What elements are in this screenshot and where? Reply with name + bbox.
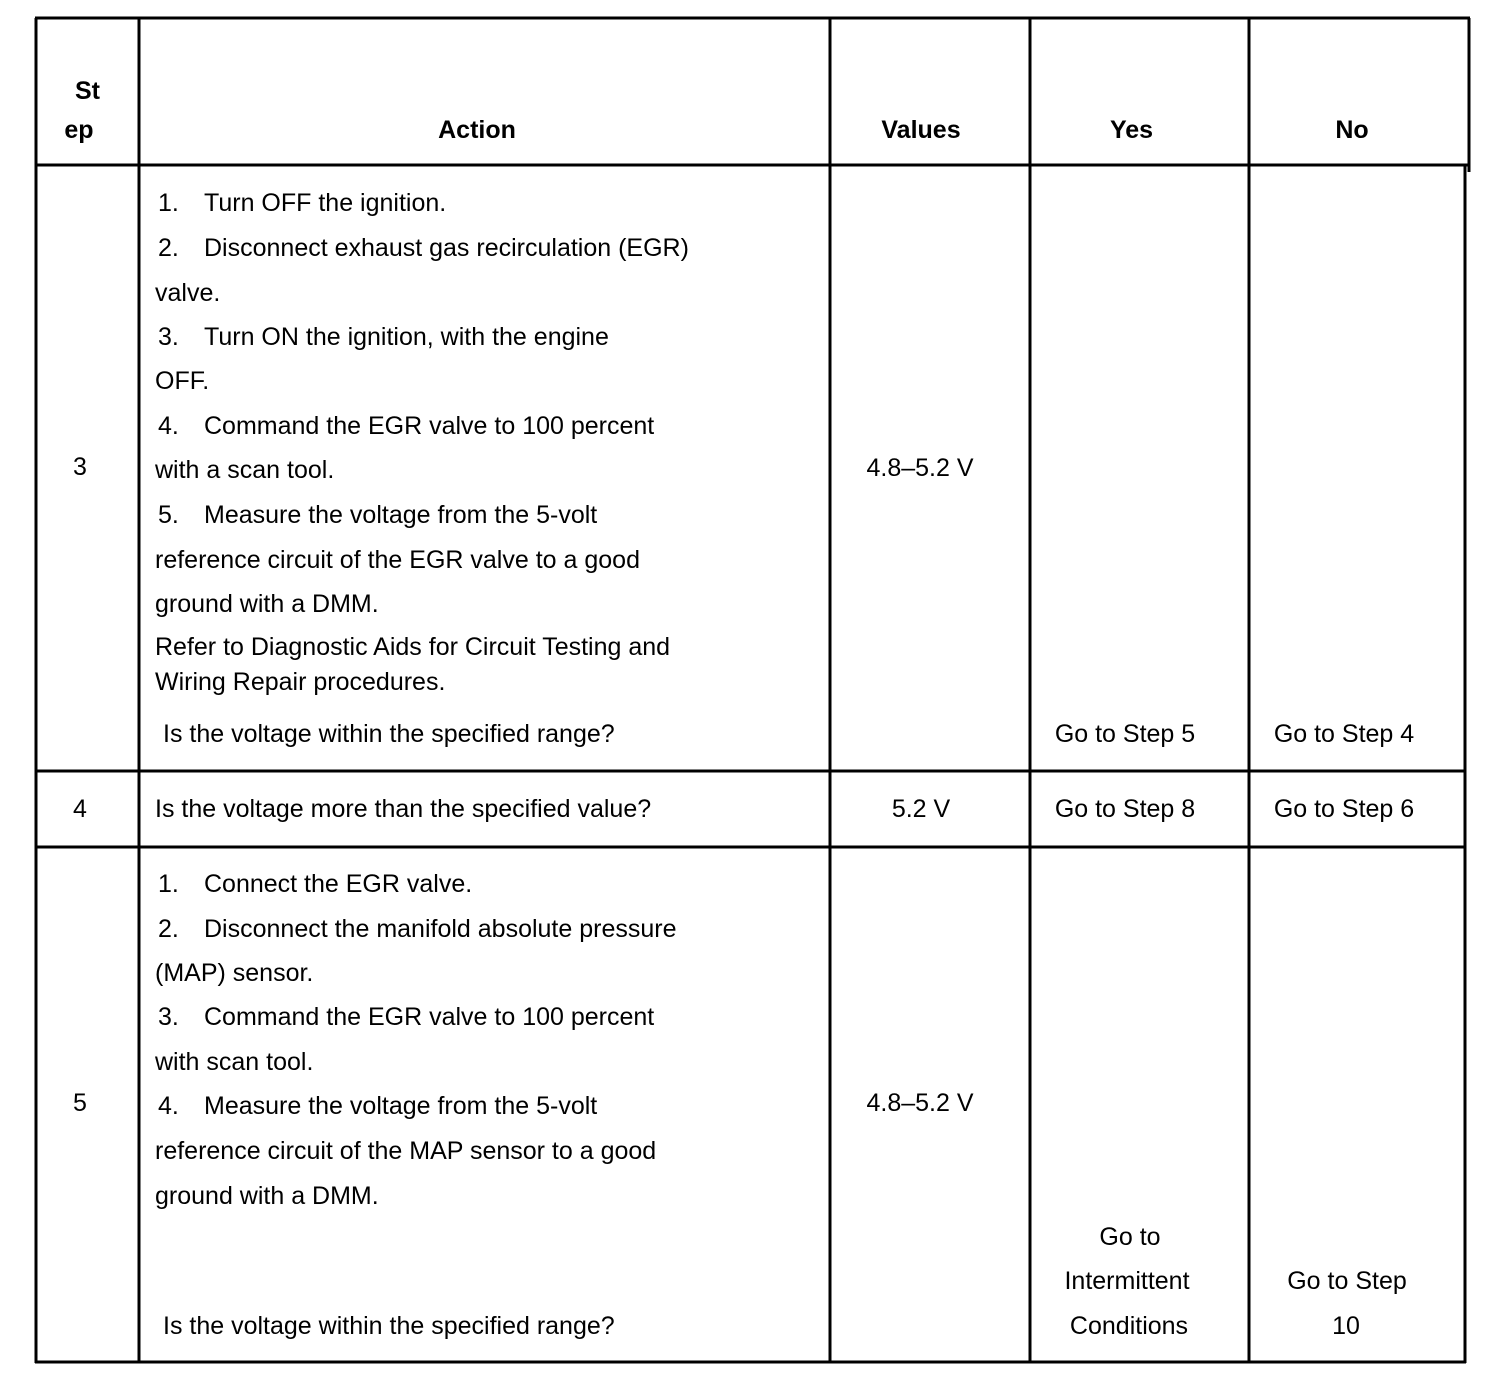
list-item: reference circuit of the EGR valve to a good: [155, 546, 640, 574]
header-action: Action: [438, 116, 516, 144]
list-item: with a scan tool.: [155, 456, 335, 484]
list-item: (MAP) sensor.: [155, 959, 314, 987]
list-item: ground with a DMM.: [155, 1182, 379, 1210]
row-5-step: 5: [73, 1089, 87, 1117]
list-item: 1. Connect the EGR valve.: [158, 870, 473, 898]
row-5-value: 4.8–5.2 V: [866, 1089, 974, 1117]
list-item: 5. Measure the voltage from the 5-volt: [158, 501, 598, 529]
header-yes: Yes: [1109, 116, 1154, 144]
list-item: OFF.: [155, 367, 210, 395]
row-4-yes: Go to Step 8: [1054, 795, 1196, 823]
row-5-question: Is the voltage within the specified range?: [163, 1312, 615, 1340]
list-item: 3. Command the EGR valve to 100 percent: [158, 1003, 655, 1031]
row-3-step: 3: [73, 453, 87, 481]
row-4-question: Is the voltage more than the specified value?: [155, 795, 652, 823]
list-item: ground with a DMM.: [155, 590, 379, 618]
list-item: reference circuit of the MAP sensor to a good: [155, 1137, 657, 1165]
list-item: 2. Disconnect the manifold absolute pressure: [158, 915, 677, 943]
header-no: No: [1335, 116, 1369, 144]
row-4-step: 4: [73, 795, 87, 823]
header-step-line1: St: [75, 77, 100, 105]
row-3-value: 4.8–5.2 V: [866, 454, 974, 482]
row-5-yes-line2: Intermittent: [1064, 1267, 1190, 1295]
list-item: 2. Disconnect exhaust gas recirculation (EGR): [158, 234, 689, 262]
row-3-question: Is the voltage within the specified range?: [163, 720, 615, 748]
list-item: valve.: [155, 279, 221, 307]
row-5-yes-line1: Go to: [1099, 1223, 1161, 1251]
row-5-no-line1: Go to Step: [1287, 1267, 1407, 1295]
row-4-no: Go to Step 6: [1273, 795, 1415, 823]
row-5-yes-line3: Conditions: [1069, 1312, 1189, 1340]
list-item: with scan tool.: [155, 1048, 314, 1076]
row-4-value: 5.2 V: [891, 795, 951, 823]
list-item: Wiring Repair procedures.: [155, 668, 446, 696]
header-values: Values: [881, 116, 961, 144]
list-item: 1. Turn OFF the ignition.: [158, 189, 447, 217]
row-3-no: Go to Step 4: [1273, 720, 1415, 748]
row-3-yes: Go to Step 5: [1054, 720, 1196, 748]
list-item: 3. Turn ON the ignition, with the engine: [158, 323, 609, 351]
list-item: Refer to Diagnostic Aids for Circuit Testing and: [155, 633, 671, 661]
list-item: 4. Measure the voltage from the 5-volt: [158, 1092, 598, 1120]
list-item: 4. Command the EGR valve to 100 percent: [158, 412, 655, 440]
header-step-line2: ep: [64, 116, 94, 144]
row-5-no-line2: 10: [1332, 1312, 1360, 1340]
